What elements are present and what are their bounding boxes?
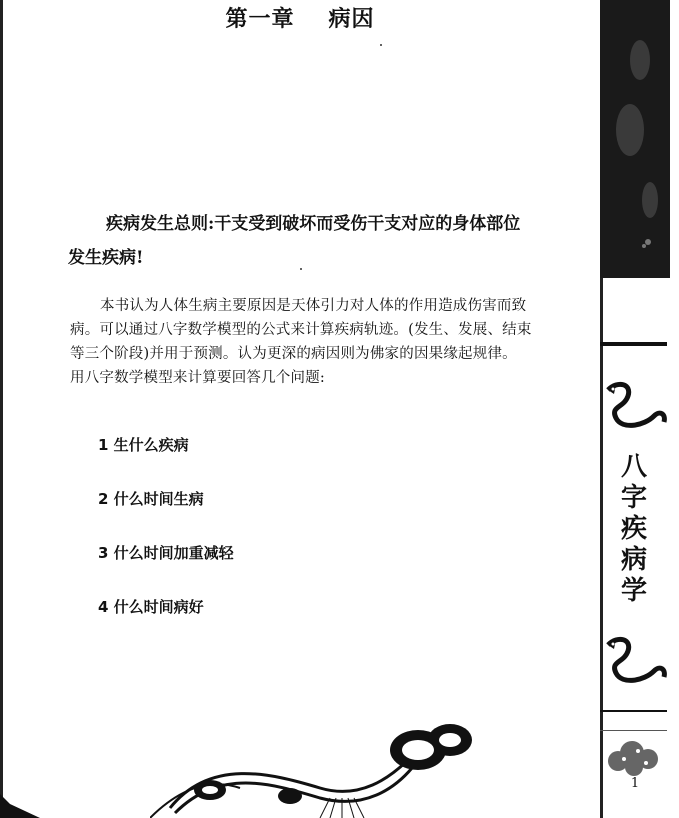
cloud-ornament-icon (604, 737, 664, 781)
corner-shadow (0, 790, 40, 818)
body-paragraph (70, 294, 570, 390)
question-item: 3 什么时间加重减轻 (98, 544, 234, 562)
title-char: 疾 (620, 514, 647, 544)
body-line: 用八字数学模型来计算要回答几个问题: (70, 370, 325, 386)
title-char: 病 (620, 545, 647, 575)
scan-speck (300, 268, 302, 270)
dragon-icon (604, 635, 668, 687)
disease-principle (70, 207, 570, 275)
question-item: 1 生什么疾病 (98, 436, 189, 454)
body-line: 本书认为人体生病主要原因是天体引力对人体的作用造成伤害而致 (100, 298, 527, 314)
question-item: 2 什么时间生病 (98, 490, 204, 508)
body-line: 等三个阶段)并用于预测。认为更深的病因则为佛家的因果缘起规律。 (70, 346, 517, 362)
page-number: 1 (630, 776, 640, 791)
principle-line-2: 发生疾病! (68, 248, 144, 268)
title-char: 八 (620, 452, 647, 482)
sidebar-rule (600, 342, 667, 346)
page-left-edge (0, 0, 3, 818)
ruyi-scepter-ornament (150, 718, 490, 818)
chapter-title (0, 2, 600, 33)
sidebar-rule (600, 710, 667, 712)
principle-line-1: 疾病发生总则:干支受到破坏而受伤干支对应的身体部位 (106, 214, 521, 234)
title-char: 学 (620, 576, 647, 606)
vertical-book-title (614, 452, 654, 607)
title-char: 字 (620, 483, 647, 513)
chapter-number: 第一章 (225, 6, 295, 32)
question-item: 4 什么时间病好 (98, 598, 204, 616)
body-line: 病。可以通过八字数学模型的公式来计算疾病轨迹。(发生、发展、结束 (70, 322, 532, 338)
chapter-name: 病因 (328, 6, 375, 32)
sidebar-rule (600, 730, 667, 731)
dark-textured-block (600, 0, 670, 278)
dragon-icon (604, 380, 668, 432)
book-spine-sidebar (600, 0, 679, 818)
scan-speck (380, 44, 382, 46)
